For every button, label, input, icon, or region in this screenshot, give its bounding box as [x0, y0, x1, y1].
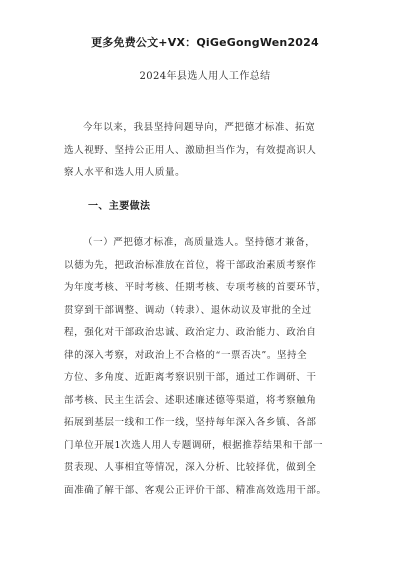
paragraph-line: 门单位开展1次选人用人专题调研，根据推荐结果和干部一	[64, 439, 324, 451]
paragraph-line: 以德为先，把政治标准放在首位，将干部政治素质考察作	[64, 259, 317, 271]
promo-header: 更多免费公文+VX：QiGeGongWen2024	[91, 36, 319, 49]
paragraph-line: （一）严把德才标准，高质量选人。坚持德才兼备，	[83, 237, 316, 248]
intro-paragraph	[64, 117, 346, 185]
paragraph-line: 面准确了解干部、客观公正评价干部、精准高效选用干部。	[64, 484, 327, 496]
paragraph-line: 贯穿到干部调整、调动（转隶）、退休动议及审批的全过	[64, 304, 312, 316]
paragraph-line: 拓展到基层一线和工作一线，坚持每年深入各乡镇、各部	[64, 417, 317, 428]
document-title: 2024年县选人用人工作总结	[139, 71, 271, 82]
intro-line: 选人视野、坚持公正用人、激励担当作为，有效提高识人	[64, 144, 317, 156]
paragraph-line: 方位、多角度、近距离考察识别干部，通过工作调研、干	[64, 372, 317, 383]
section-heading: 一、主要做法	[88, 201, 151, 212]
paragraph-line: 部考核、民主生活会、述职述廉述德等渠道，将考察触角	[64, 394, 317, 406]
paragraph-line: 贯表现、人事相宜等情况，深入分析、比较择优，做到全	[64, 462, 317, 473]
paragraph-line: 程，强化对干部政治忠诚、政治定力、政治能力、政治自	[64, 327, 317, 338]
section-1-paragraph	[64, 232, 346, 502]
paragraph-line: 为年度考核、平时考核、任期考核、专项考核的首要环节，	[64, 282, 327, 293]
paragraph-line: 律的深入考察，对政治上不合格的“一票否决”。坚持全	[64, 349, 308, 361]
intro-line: 今年以来，我县坚持问题导向，严把德才标准、拓宽	[83, 122, 316, 133]
intro-line: 察人水平和选人用人质量。	[64, 167, 186, 178]
